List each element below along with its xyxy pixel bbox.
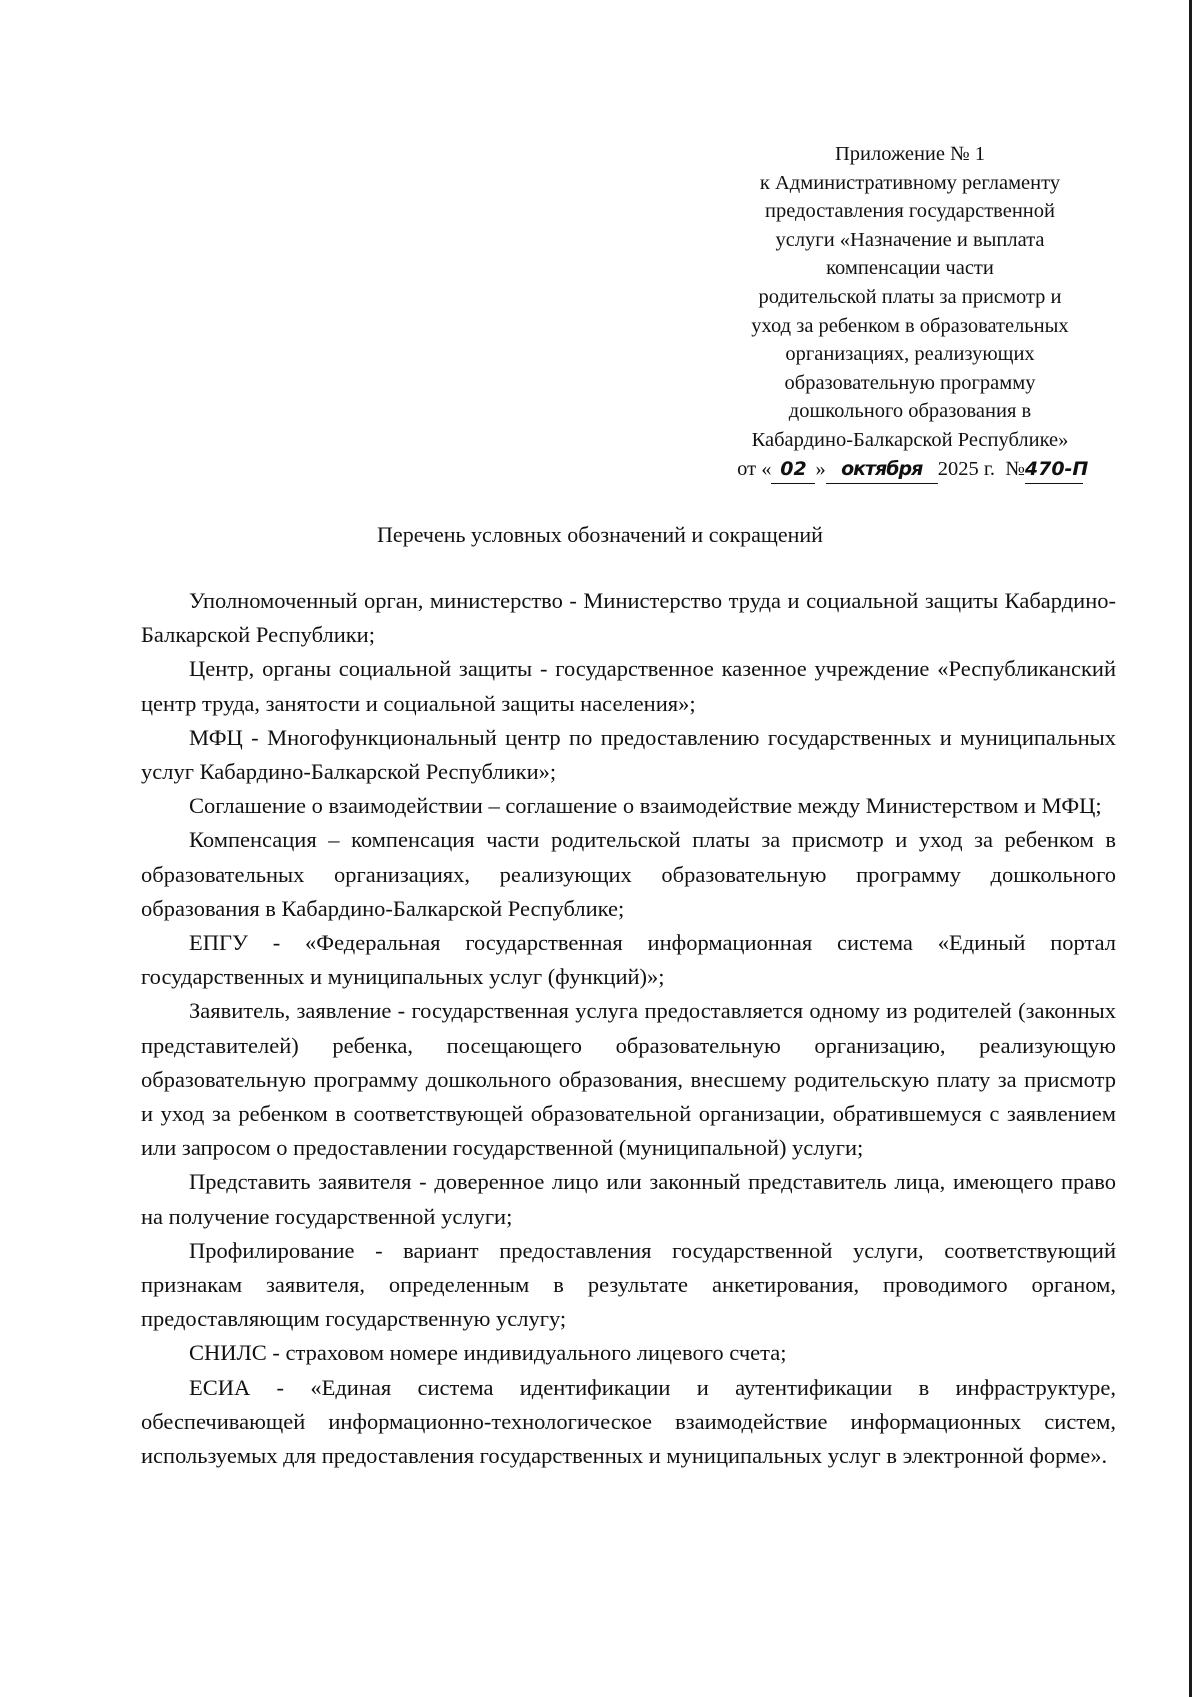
annex-line: родительской платы за присмотр и	[758, 285, 1062, 308]
annex-date-line	[700, 455, 1120, 485]
page-title: Перечень условных обозначений и сокращений	[377, 522, 823, 547]
annex-line: уход за ребенком в образовательных	[751, 314, 1069, 337]
definition-paragraph: СНИЛС - страховом номере индивидуального лицевого счета;	[189, 1340, 787, 1366]
annex-line: Приложение № 1	[834, 143, 986, 165]
date-prefix: от «	[737, 457, 772, 480]
handwritten-month: октября	[826, 455, 938, 485]
annex-line: Кабардино-Балкарской Республике»	[751, 428, 1069, 451]
definition-paragraph: Заявитель, заявление - государственная услуга предоставляется одному из родителей (законных представителей) ребенка, посещающего образовательную организацию, реализующую образовательную программу дошкольного образования, внесшему родительскую плату за присмотр и уход за ребенком в соответствующей образовательной организации, обратившемуся с заявлением или запросом о предоставлении государственной (муниципальной) услуги;	[141, 998, 1116, 1161]
handwritten-day: 02	[771, 455, 815, 485]
annex-line: компенсации части	[826, 257, 994, 280]
annex-line: к Административному регламенту	[759, 171, 1061, 194]
annex-line: услуги «Назначение и выплата	[775, 228, 1045, 251]
definitions-list	[141, 584, 1116, 1473]
annex-line: дошкольного образования в	[788, 400, 1032, 423]
definition-paragraph: ЕПГУ - «Федеральная государственная информационная система «Единый портал государственных и муниципальных услуг (функций)»;	[141, 930, 1116, 990]
date-year: 2025 г.	[937, 457, 996, 480]
definition-paragraph: Профилирование - вариант предоставления государственной услуги, соответствующий признакам заявителя, определенным в результате анкетирования, проводимого органом, предоставляющим государственную услугу;	[141, 1237, 1116, 1332]
date-mid: »	[815, 457, 826, 480]
definition-paragraph: Центр, органы социальной защиты - государственное казенное учреждение «Республиканский центр труда, занятости и социальной защиты населения»;	[141, 656, 1116, 716]
definition-paragraph: Уполномоченный орган, министерство - Министерство труда и социальной защиты Кабардино-Балкарской Республики;	[141, 588, 1116, 648]
annex-line: организациях, реализующих	[785, 343, 1035, 366]
definition-paragraph: Представить заявителя - доверенное лицо или законный представитель лица, имеющего право на получение государственной услуги;	[141, 1169, 1116, 1229]
definition-paragraph: ЕСИА - «Единая система идентификации и аутентификации в инфраструктуре, обеспечивающей информационно-технологическое взаимодействие информационных систем, используемых для предоставления государственных и муниципальных услуг в электронной форме».	[141, 1374, 1116, 1469]
definition-paragraph: Соглашение о взаимодействии – соглашение о взаимодействие между Министерством и МФЦ;	[189, 793, 1102, 819]
annex-header	[700, 140, 1120, 484]
handwritten-number: 470-П	[1025, 455, 1083, 485]
number-label: №	[1005, 457, 1025, 480]
definition-paragraph: Компенсация – компенсация части родительской платы за присмотр и уход за ребенком в образовательных организациях, реализующих образовательную программу дошкольного образования в Кабардино-Балкарской Республике;	[141, 827, 1116, 921]
scan-edge-line	[1189, 0, 1192, 1697]
definition-paragraph: МФЦ - Многофункциональный центр по предоставлению государственных и муниципальных услуг Кабардино-Балкарской Республики»;	[141, 724, 1116, 785]
annex-line: образовательную программу	[784, 371, 1036, 394]
annex-line: предоставления государственной	[765, 200, 1055, 223]
